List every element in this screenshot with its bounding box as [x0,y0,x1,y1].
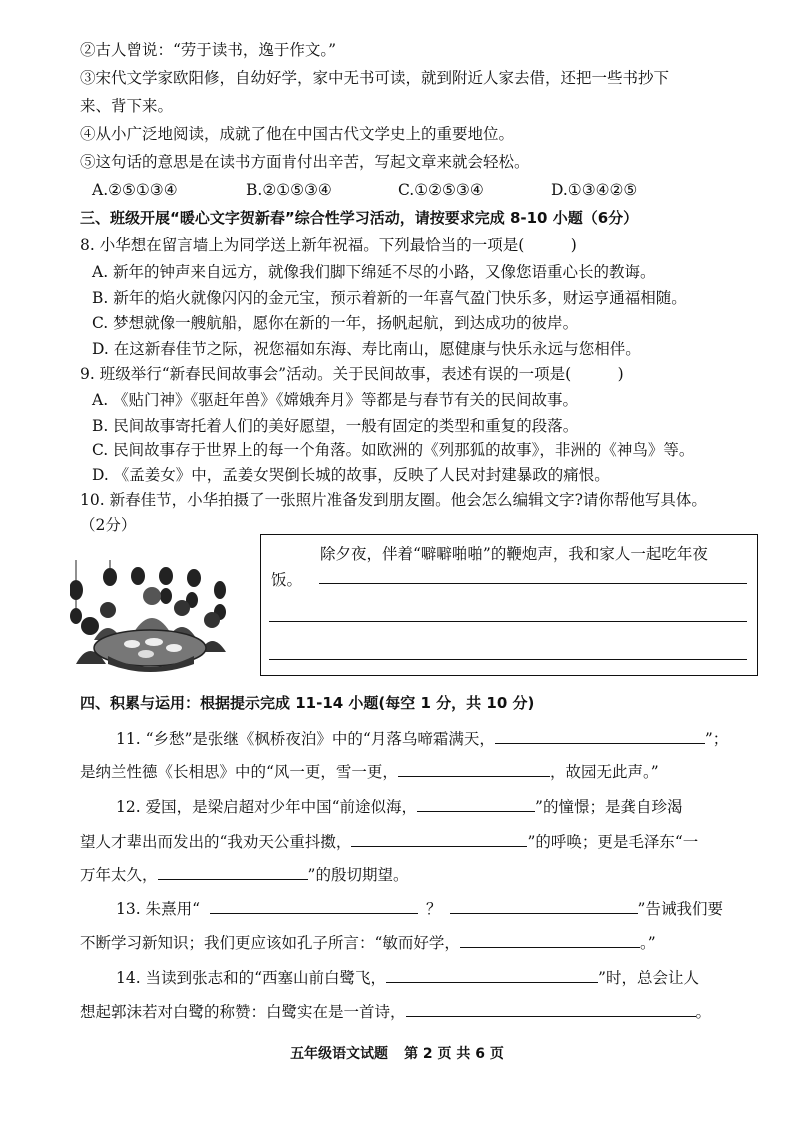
q9-option-b[interactable]: B. 民间故事寄托着人们的美好愿望，一般有固定的类型和重复的段落。 [92,417,579,435]
q14-text-c: 想起郭沫若对白鹭的称赞：白鹭实在是一首诗， [80,1003,406,1021]
order-item-3: ③宋代文学家欧阳修，自幼好学，家中无书可读，就到附近人家去借，还把一些书抄下 [80,69,670,87]
q11-text-c: 是纳兰性德《长相思》中的“风一更，雪一更， [80,763,398,781]
q11-blank-2[interactable] [398,760,550,777]
q13-blank-3[interactable] [460,931,640,948]
q9-option-d[interactable]: D. 《孟姜女》中，孟姜女哭倒长城的故事，反映了人民对封建暴政的痛恨。 [92,466,610,484]
q11-blank-1[interactable] [495,727,705,744]
q13-line2 [80,931,656,953]
q10-stem: 10. 新春佳节，小华拍摄了一张照片准备发到朋友圈。他会怎么编辑文字?请你帮他写具体。 [80,491,707,509]
q10-points: （2分） [80,516,137,534]
choice-a[interactable]: A.②⑤①③④ [92,181,178,199]
q11-line1 [116,727,728,749]
family-dinner-illustration [70,560,230,676]
q14-blank-2[interactable] [406,1000,696,1017]
q10-box-line2: 饭。 [271,571,303,589]
q10-answer-line-3[interactable] [269,659,747,660]
q12-blank-1[interactable] [417,795,535,812]
q13-text-b: ？ [426,900,442,918]
q8-option-a[interactable]: A. 新年的钟声来自远方，就像我们脚下绵延不尽的小路，又像您语重心长的教诲。 [92,263,656,281]
footer-title: 五年级语文试题 [290,1046,389,1062]
q13-line1 [116,897,723,919]
q9-option-a[interactable]: A. 《贴门神》《驱赶年兽》《嫦娥奔月》等都是与春节有关的民间故事。 [92,391,579,409]
q12-blank-3[interactable] [158,863,308,880]
lantern-icon [186,569,201,608]
lantern-icon [103,560,117,586]
q8-option-b[interactable]: B. 新年的焰火就像闪闪的金元宝，预示着新的一年喜气盈门快乐多，财运亨通福相随。 [92,289,687,307]
q11-text-b: ”； [704,730,729,748]
q10-box-line1: 除夕夜，伴着“噼噼啪啪”的鞭炮声，我和家人一起吃年夜 [320,545,708,563]
footer-page-number: 第 2 页 共 6 页 [404,1046,504,1062]
q13-text-a: 13. 朱熹用“ [116,900,201,918]
lantern-icon [131,567,145,585]
q14-text-b: ”时，总会让人 [598,969,699,987]
order-choices [92,180,637,200]
q12-line1 [116,795,682,817]
q9-stem: 9. 班级举行“新春民间故事会”活动。关于民间故事，表述有误的一项是( ) [80,365,624,383]
q12-line2 [80,830,698,852]
q12-text-c: 望人才辈出而发出的“我劝天公重抖擞， [80,833,352,851]
lantern-icon [70,560,83,624]
q10-answer-line-1[interactable] [319,583,747,584]
q13-blank-2[interactable] [450,897,638,914]
q12-text-b: ”的憧憬；是龚自珍渴 [535,798,683,816]
q14-line2 [80,1000,711,1022]
section4-heading: 四、积累与运用：根据提示完成 11-14 小题(每空 1 分，共 10 分) [80,694,535,712]
choice-d[interactable]: D.①③④②⑤ [551,181,638,199]
q14-text-d: 。 [695,1003,712,1021]
q12-text-f: ”的殷切期望。 [307,866,409,884]
page-footer [0,1043,794,1063]
q14-blank-1[interactable] [386,966,598,983]
q14-text-a: 14. 当读到张志和的“西塞山前白鹭飞， [116,969,387,987]
q14-line1 [116,966,699,988]
q11-text-a: 11. “乡愁”是张继《枫桥夜泊》中的“月落乌啼霜满天， [116,730,495,748]
order-item-4: ④从小广泛地阅读，成就了他在中国古代文学史上的重要地位。 [80,125,515,143]
q13-text-d: 不断学习新知识；我们更应该如孔子所言：“敏而好学， [80,934,460,952]
order-item-2: ②古人曾说：“劳于读书，逸于作文。” [80,41,337,59]
order-item-5: ⑤这句话的意思是在读书方面肯付出辛苦，写起文章来就会轻松。 [80,153,530,171]
q11-text-d: ，故园无此声。” [549,763,659,781]
q12-line3 [80,863,408,885]
q12-text-e: 万年太久， [80,866,158,884]
q8-option-d[interactable]: D. 在这新春佳节之际，祝您福如东海、寿比南山，愿健康与快乐永远与您相伴。 [92,340,641,358]
q10-answer-line-2[interactable] [269,621,747,622]
choice-b[interactable]: B.②①⑤③④ [246,181,332,199]
q11-line2 [80,760,659,782]
q9-option-c[interactable]: C. 民间故事存于世界上的每一个角落。如欧洲的《列那狐的故事》，非洲的《神鸟》等。 [92,441,695,459]
q8-stem: 8. 小华想在留言墙上为同学送上新年祝福。下列最恰当的一项是( ) [80,236,577,254]
order-item-3-cont: 来、背下来。 [80,97,174,115]
choice-c[interactable]: C.①②⑤③④ [398,181,484,199]
q8-option-c[interactable]: C. 梦想就像一艘航船，愿你在新的一年，扬帆起航，到达成功的彼岸。 [92,314,579,332]
q12-text-d: ”的呼唤；更是毛泽东“一 [527,833,699,851]
q12-blank-2[interactable] [351,830,527,847]
q13-blank-1[interactable] [210,897,418,914]
q13-text-e: 。” [639,934,656,952]
q12-text-a: 12. 爱国，是梁启超对少年中国“前途似海， [116,798,418,816]
q13-text-c: ”告诫我们要 [637,900,723,918]
section3-heading: 三、班级开展“暖心文字贺新春”综合性学习活动，请按要求完成 8-10 小题（6分） [80,209,639,227]
lantern-icon [159,567,173,604]
q10-answer-box [260,534,758,676]
